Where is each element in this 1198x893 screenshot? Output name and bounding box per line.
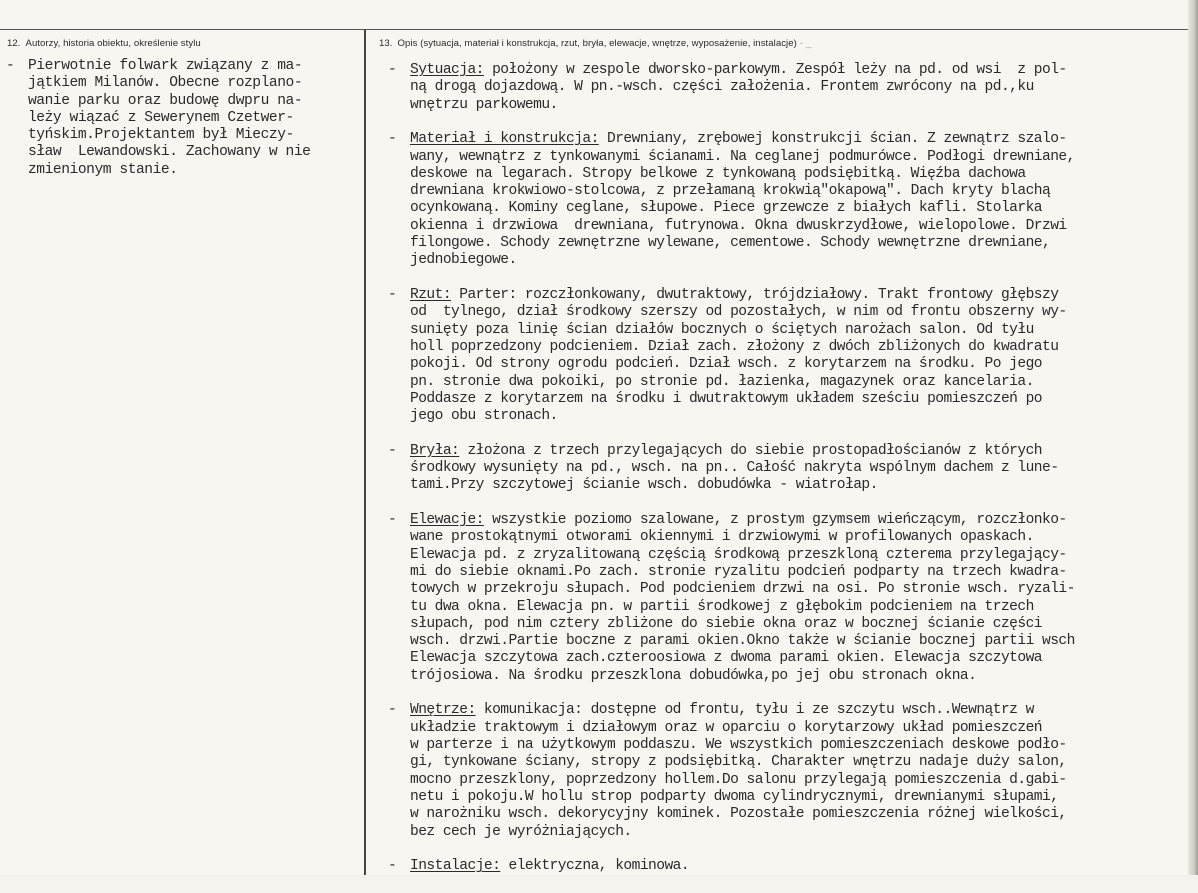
section-13-number: 13.: [379, 38, 393, 49]
description-text: słupach, pod nim cztery zbliżone do siebie okna oraz w bocznej ścianie części: [410, 615, 1042, 632]
list-dash: -: [388, 442, 397, 459]
description-paragraph: [388, 702, 1190, 840]
description-line: [388, 339, 1190, 356]
paragraph-heading: Wnętrze:: [410, 702, 476, 719]
section-12-line: [6, 127, 358, 144]
description-text: jego obu stronach.: [410, 408, 558, 425]
description-line: [388, 304, 1190, 321]
description-line: [388, 668, 1190, 685]
section-12-header: [7, 38, 201, 49]
description-line: [388, 529, 1190, 546]
description-text: sunięty poza linię ścian działów bocznych o ściętych narożach salon. Od tyłu: [410, 321, 1034, 338]
description-text: mocno przeszklony, poprzedzony hollem.Do salonu przylegają pomieszczenia d.gabi-: [410, 771, 1067, 788]
section-12-line: [6, 144, 358, 161]
description-line: [388, 200, 1190, 217]
description-text: Drewniany, zrębowej konstrukcji ścian. Z zewnątrz szalo-: [598, 131, 1067, 148]
description-text: wnętrzu parkowemu.: [410, 96, 558, 113]
description-line: [388, 547, 1190, 564]
description-text: bez cech je wyróżniających.: [410, 823, 632, 840]
description-line: [388, 599, 1190, 616]
description-text: trójosiowa. Na środku przeszklona dobudówka,po jej obu stronach okna.: [410, 667, 977, 684]
description-line: [388, 252, 1190, 269]
list-dash: -: [6, 58, 15, 74]
description-text: w narożniku wsch. dekorycyjny kominek. Pozostałe pomieszczenia różnej wielkości,: [410, 806, 1067, 823]
description-text: wane prostokątnymi otworami okiennymi i drzwiowymi w profilowanych opaskach.: [410, 529, 1034, 546]
section-12-text: wanie parku oraz budowę dwpru na-: [28, 92, 303, 109]
description-line: [388, 564, 1190, 581]
description-text: położony w zespole dworsko-parkowym. Zespół leży na pd. od wsi z pol-: [483, 62, 1067, 78]
description-line: [388, 512, 1190, 529]
description-text: elektryczna, kominowa.: [500, 858, 690, 875]
description-line: [388, 166, 1190, 183]
description-text: pn. stronie dwa pokoiki, po stronie pd. łazienka, magazynek oraz kancelaria.: [410, 373, 1034, 390]
list-dash: -: [388, 287, 397, 304]
paragraph-heading: Bryła:: [410, 442, 460, 459]
description-line: [388, 633, 1190, 650]
description-line: [388, 391, 1190, 408]
description-line: [388, 789, 1190, 806]
list-dash: -: [388, 702, 397, 719]
section-12-line: [6, 75, 358, 92]
description-line: [388, 408, 1190, 425]
description-line: [388, 97, 1190, 114]
description-text: filongowe. Schody zewnętrzne wylewane, cementowe. Schody wewnętrzne drewniane,: [410, 235, 1051, 252]
description-text: ną drogą dojazdową. W pn.-wsch. części założenia. Frontem zwrócony na pd.,ku: [410, 79, 1034, 96]
description-line: [388, 460, 1190, 477]
list-dash: -: [388, 62, 397, 78]
description-text: okienna i drzwiowa drewniana, futrynowa. Okna dwuskrzydłowe, wielopolowe. Drzwi: [410, 217, 1067, 234]
description-text: układzie traktowym i działowym oraz w oparciu o korytarzowy układ pomieszczeń: [410, 719, 1042, 736]
section-12-line: [6, 58, 358, 75]
description-line: [388, 131, 1190, 148]
description-line: [388, 650, 1190, 667]
list-dash: -: [388, 858, 397, 875]
paragraph-heading: Sytuacja:: [410, 62, 484, 78]
description-text: deskowe na legarach. Stropy belkowe z tynkowaną podsiębitką. Więźba dachowa: [410, 165, 1026, 182]
section-12-text: tyńskim.Projektantem był Mieczy-: [28, 127, 294, 144]
section-12-line: [6, 93, 358, 110]
description-text: gi, tynkowane ściany, stropy z podsiębitką. Charakter wnętrzu nadaje duży salon,: [410, 754, 1067, 771]
section-12-text: zmienionym stanie.: [28, 161, 178, 178]
section-13-header: [379, 38, 811, 49]
description-text: złożona z trzech przylegających do siebie prostopadłościanów z których: [459, 442, 1042, 459]
section-12-number: 12.: [7, 38, 21, 49]
column-divider: [364, 29, 366, 875]
description-line: [388, 772, 1190, 789]
description-line: [388, 356, 1190, 373]
description-text: tami.Przy szczytowej ścianie wsch. dobudówka - wiatrołap.: [410, 477, 878, 494]
description-line: [388, 322, 1190, 339]
description-line: [388, 737, 1190, 754]
description-line: [388, 720, 1190, 737]
description-text: Elewacja pd. z zryzalitowaną częścią środkową przeszkloną czterema przylegający-: [410, 546, 1067, 563]
description-text: ocynkowaną. Kominy ceglane, słupowe. Piece grzewcze z białych kafli. Stolarka: [410, 200, 1042, 217]
section-13-body: [388, 62, 1190, 893]
paragraph-heading: Elewacje:: [410, 512, 484, 529]
section-12-text: sław Lewandowski. Zachowany w nie: [28, 144, 311, 161]
description-text: w parterze i na użytkowym poddaszu. We wszystkich pomieszczeniach deskowe podło-: [410, 737, 1067, 754]
description-line: [388, 235, 1190, 252]
description-text: netu i pokoju.W hollu strop podparty dwoma cylindrycznymi, drewnianymi słupami,: [410, 788, 1059, 805]
description-line: [388, 79, 1190, 96]
description-text: od tylnego, dział środkowy szerszy od pozostałych, w nim od frontu obszerny wy-: [410, 304, 1067, 321]
description-line: [388, 149, 1190, 166]
description-paragraph: [388, 443, 1190, 495]
description-text: jednobiegowe.: [410, 252, 517, 269]
description-text: Elewacja szczytowa zach.czteroosiowa z dwoma parami okien. Elewacja szczytowa: [410, 650, 1042, 667]
paragraph-heading: Instalacje:: [410, 858, 501, 875]
description-line: [388, 616, 1190, 633]
paragraph-heading: Materiał i konstrukcja:: [410, 131, 599, 148]
description-text: pokoji. Od strony ogrodu podcień. Dział wsch. z korytarzem na środku. Po jego: [410, 356, 1042, 373]
list-dash: -: [388, 131, 397, 148]
description-text: holl poprzedzony podcieniem. Dział zach. złożony z dwóch zbliżonych do kwadratu: [410, 338, 1059, 355]
section-12-text: leży wiązać z Sewerynem Czetwer-: [28, 109, 294, 126]
description-paragraph: [388, 287, 1190, 425]
section-12-text: Pierwotnie folwark związany z ma-: [28, 58, 303, 74]
description-text: Poddasze z korytarzem na środku i dwutraktowym układem sześciu pomieszczeń po: [410, 390, 1042, 407]
description-text: wszystkie poziomo szalowane, z prostym gzymsem wieńczącym, rozczłonko-: [483, 512, 1067, 529]
description-text: wsch. drzwi.Partie boczne z parami okien.Okno także w ścianie bocznej partii wsch: [410, 633, 1075, 650]
description-paragraph: [388, 858, 1190, 875]
description-text: drewniana krokwiowo-stolcowa, z przełamaną krokwią"okapową". Dach kryty blachą: [410, 183, 1051, 200]
description-line: [388, 218, 1190, 235]
description-line: [388, 183, 1190, 200]
description-line: [388, 581, 1190, 598]
description-text: towych w przekroju słupach. Pod podcieniem drzwi na osi. Po stronie wsch. ryzali-: [410, 581, 1075, 598]
description-text: wany, wewnątrz z tynkowanymi ścianami. Na ceglanej podmurówce. Podłogi drewniane,: [410, 148, 1075, 165]
section-13-trailing-mark: - _: [799, 38, 812, 49]
description-line: [388, 858, 1190, 875]
description-line: [388, 374, 1190, 391]
section-12-body: [6, 58, 358, 179]
description-paragraph: [388, 62, 1190, 114]
description-line: [388, 287, 1190, 304]
paragraph-heading: Rzut:: [410, 287, 452, 304]
description-text: Parter: rozczłonkowany, dwutraktowy, trójdziałowy. Trakt frontowy głębszy: [451, 287, 1059, 304]
description-text: środkowy wysunięty na pd., wsch. na pn.. Całość nakryta wspólnym dachem z lune-: [410, 460, 1059, 477]
list-dash: -: [388, 512, 397, 529]
section-12-text: jątkiem Milanów. Obecne rozplano-: [28, 75, 303, 92]
description-line: [388, 443, 1190, 460]
description-line: [388, 477, 1190, 494]
description-line: [388, 824, 1190, 841]
section-13-label: Opis (sytuacja, materiał i konstrukcja, rzut, bryła, elewacje, wnętrze, wyposażenie, instalacje): [397, 38, 797, 49]
description-text: mi do siebie oknami.Po zach. stronie ryzalitu podcień podparty na trzech kwadra-: [410, 563, 1067, 580]
section-12-label: Autorzy, historia obiektu, określenie stylu: [25, 38, 201, 49]
section-12-line: [6, 110, 358, 127]
description-line: [388, 754, 1190, 771]
description-text: tu dwa okna. Elewacja pn. w partii środkowej z głębokim podcieniem na trzech: [410, 598, 1034, 615]
description-text: komunikacja: dostępne od frontu, tyłu i ze szczytu wsch..Wewnątrz w: [475, 702, 1034, 719]
description-line: [388, 806, 1190, 823]
description-line: [388, 62, 1190, 79]
description-line: [388, 702, 1190, 719]
description-paragraph: [388, 512, 1190, 685]
top-rule: [0, 29, 1190, 30]
description-paragraph: [388, 131, 1190, 269]
section-12-line: [6, 162, 358, 179]
